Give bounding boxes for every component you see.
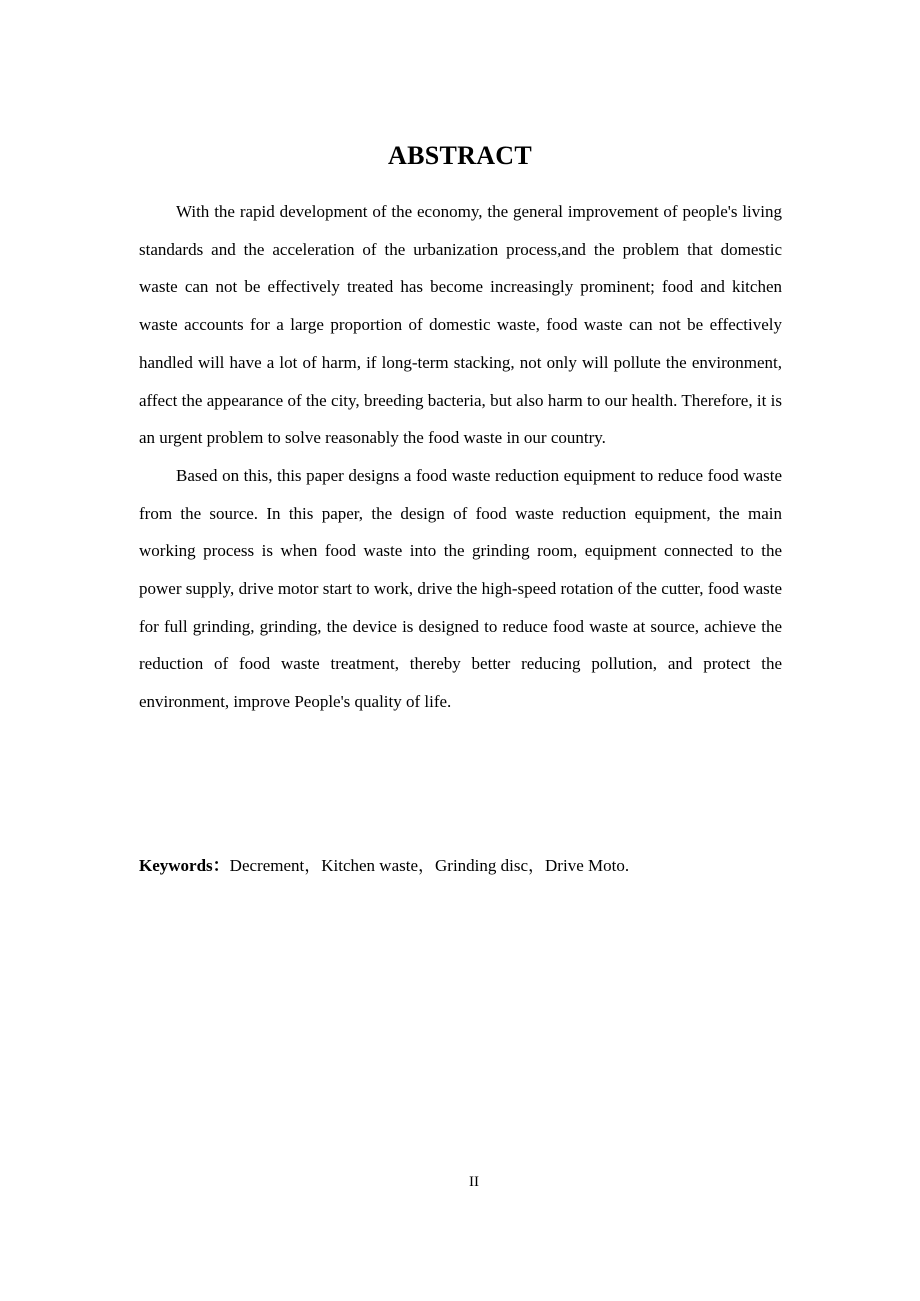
page-number: II	[469, 1174, 479, 1190]
keywords-list: Decrement，Kitchen waste，Grinding disc，Drive Moto.	[229, 856, 630, 875]
abstract-title: ABSTRACT	[388, 141, 532, 170]
abstract-body	[139, 193, 782, 721]
keywords-label: Keywords：	[139, 856, 230, 875]
abstract-paragraph-2: Based on this, this paper designs a food waste reduction equipment to reduce food waste from the source. In this paper, the design of food waste reduction equipment, the main working process is when food waste into the grinding room, equipment connected to the power supply, drive motor start to work, drive the high-speed rotation of the cutter, food waste for full grinding, grinding, the device is designed to reduce food waste at source, achieve the reduction of food waste treatment, thereby better reducing pollution, and protect the environment, improve People's quality of life.	[139, 465, 782, 712]
abstract-paragraph-1: With the rapid development of the economy, the general improvement of people's living standards and the acceleration of the urbanization process,and the problem that domestic waste can not be effectively treated has become increasingly prominent; food and kitchen waste accounts for a large proportion of domestic waste, food waste can not be effectively handled will have a lot of harm, if long-term stacking, not only will pollute the environment, affect the appearance of the city, breeding bacteria, but also harm to our health. Therefore, it is an urgent problem to solve reasonably the food waste in our country.	[139, 202, 782, 448]
keywords-line	[139, 848, 839, 884]
